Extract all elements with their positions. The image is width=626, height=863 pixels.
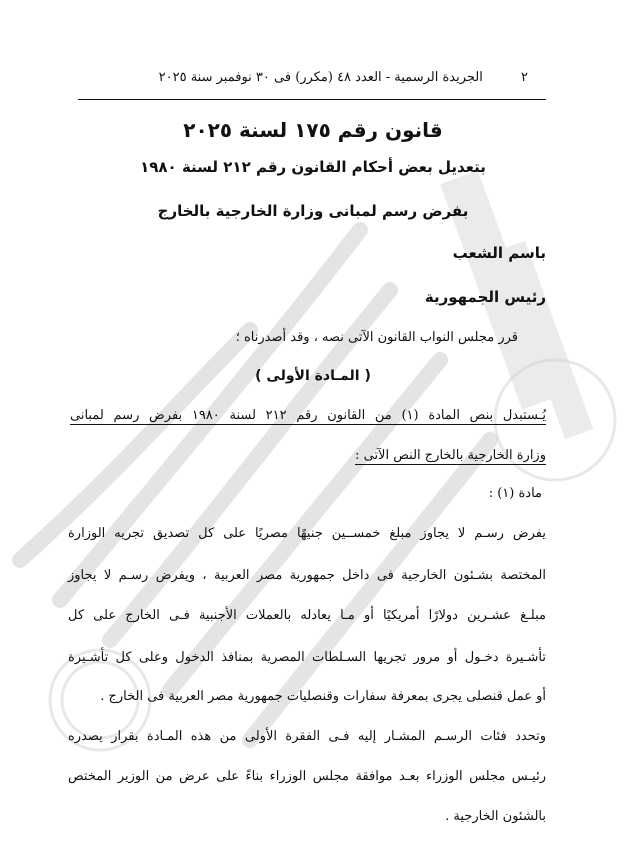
gazette-issue-info: الجريدة الرسمية - العدد ٤٨ (مكرر) فى ٣٠ نوفمبر سنة ٢٠٢٥ <box>158 70 483 85</box>
body-line: يفرض رسـم لا يجاوز مبلغ خمســين جنيهًا مصريًا على كل تصديق تجريه الوزارة <box>68 526 546 541</box>
body-line: المختصة بشـئون الخارجية فى داخل جمهورية مصر العربية ، ويفرض رسـم لا يجاوز <box>68 568 546 583</box>
in-name-of-people: باسم الشعب <box>452 244 546 262</box>
body-line: وتحدد فئات الرسـم المشـار إليه فـى الفقرة الأولى من هذه المـادة بقرار يصدره <box>68 729 546 744</box>
header-rule <box>78 99 546 100</box>
body-line: أو عمل قنصلى يجرى بمعرفة سفارات وقنصليات جمهورية مصر العربية فى الخارج . <box>100 689 546 704</box>
body-line: مبلـغ عشـرين دولارًا أمريكيًا أو مـا يعادله بالعملات الأجنبية فـى الخارج على كل <box>68 608 546 623</box>
article-number-label: مادة (١) : <box>488 486 542 501</box>
law-title: قانون رقم ١٧٥ لسنة ٢٠٢٥ <box>183 118 443 142</box>
body-line: بالشئون الخارجية . <box>445 809 546 824</box>
enactment-clause: قرر مجلس النواب القانون الآتى نصه ، وقد أصدرناه ؛ <box>235 330 518 345</box>
body-line: تأشـيرة دخـول أو مرور تجريها السـلطات المصرية بمنافذ الدخول وعلى كل تأشـيرة <box>68 650 546 665</box>
article-text-line-1: يُـستبدل بنص المادة (١) من القانون رقم ٢١٢ لسنة ١٩٨٠ بفرض رسم لمبانى <box>70 408 546 423</box>
body-line: رئيـس مجلس الوزراء بعـد موافقة مجلس الوزراء بناءً على عرض من الوزير المختص <box>68 769 546 784</box>
page-number: ٢ <box>521 70 528 85</box>
article-text-line-2: وزارة الخارجية بالخارج النص الآتى : <box>355 448 546 463</box>
law-subtitle-1: بتعديل بعض أحكام القانون رقم ٢١٢ لسنة ١٩٨٠ <box>140 158 486 176</box>
page-header <box>159 70 528 85</box>
president-heading: رئيس الجمهورية <box>424 288 546 306</box>
article-heading: ( المـادة الأولى ) <box>255 368 371 384</box>
law-subtitle-2: بفرض رسم لمبانى وزارة الخارجية بالخارج <box>157 202 469 220</box>
